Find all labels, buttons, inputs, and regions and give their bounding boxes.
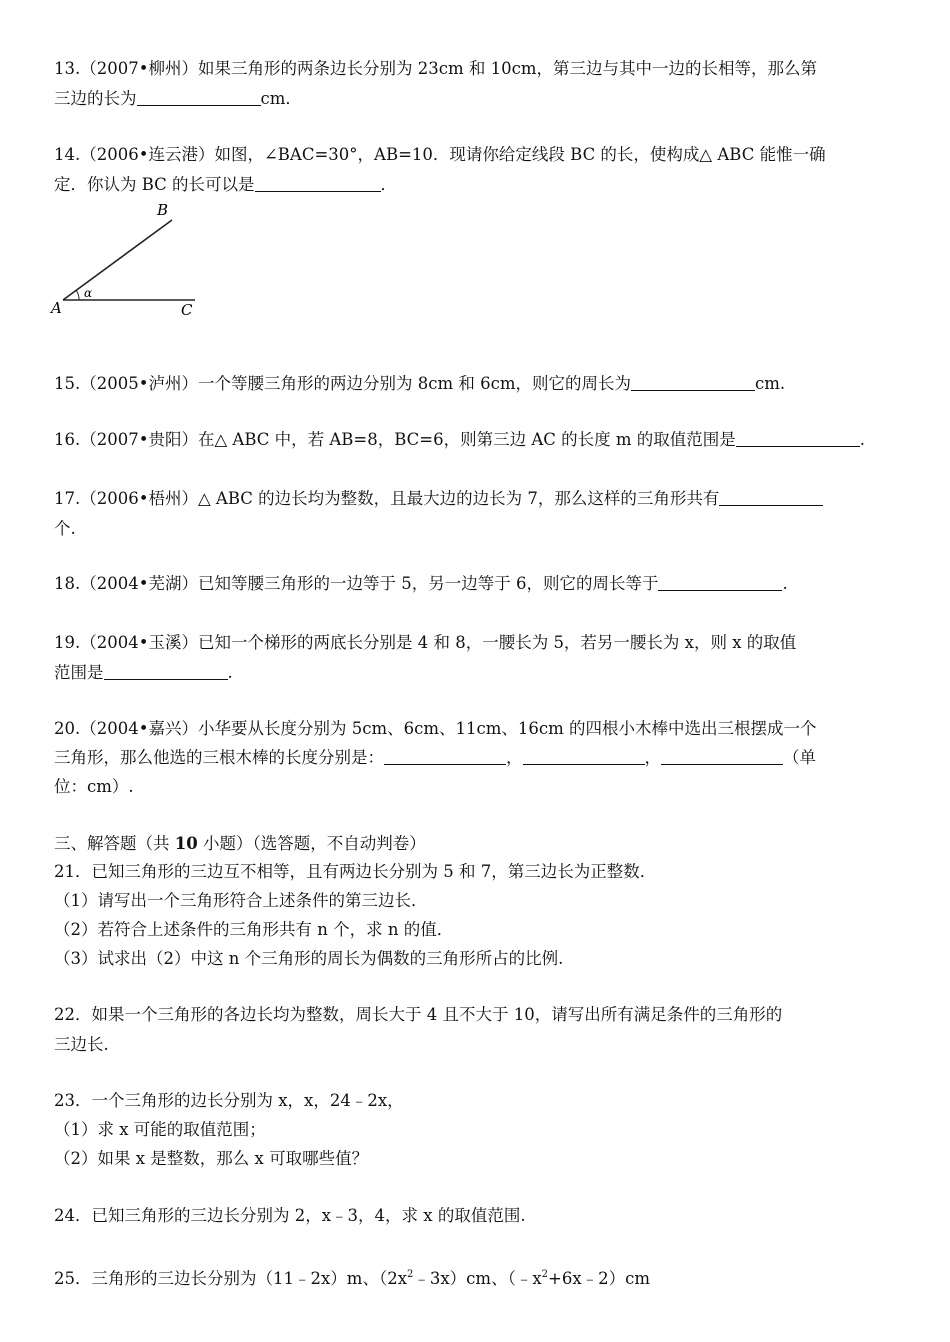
q21-sub1: （1）请写出一个三角形符合上述条件的第三边长． [54,891,428,910]
q14-line2 [54,170,900,200]
q21-sub3: （3）试求出（2）中这 n 个三角形的周长为偶数的三角形所占的比例. [54,949,564,968]
q22-line2: 三边长. [54,1035,109,1054]
q25-part-c: +6x﹣2）cm [548,1269,651,1288]
q25-part-b: ﹣3x）cm、（﹣x [413,1269,542,1288]
q19-line2 [54,658,900,688]
q13-line2 [54,84,900,114]
q16-text: 16.（2007•贵阳）在△ ABC 中，若 AB=8，BC=6，则第三边 AC 的长度 m 的取值范围是 [54,430,736,449]
q20-line1: 20.（2004•嘉兴）小华要从长度分别为 5cm、6cm、11cm、16cm 的四根小木棒中选出三根摆成一个 [54,719,817,738]
q21-stem: 21．已知三角形的三边互不相等，且有两边长分别为 5 和 7，第三边长为正整数． [54,862,657,881]
q17-answer-blank[interactable] [719,487,823,506]
q13-answer-blank[interactable] [137,87,261,106]
q20-line2 [54,743,900,773]
q16 [54,425,900,455]
q23-stem: 23．一个三角形的边长分别为 x，x，24﹣2x， [54,1091,404,1110]
q15-text: 15.（2005•泸州）一个等腰三角形的两边分别为 8cm 和 6cm，则它的周长为 [54,374,631,393]
q19-line2-text: 范围是 [54,663,104,682]
q20-line3: 位：cm）. [54,777,134,796]
q14-answer-blank[interactable] [255,173,381,192]
q25-exp-2: 2 [541,1269,548,1280]
q20-answer-blank-1[interactable] [384,746,506,765]
label-a: A [51,299,62,317]
q18-period: . [782,574,788,593]
q18 [54,569,900,599]
q25 [54,1260,900,1294]
q13-line2-text: 三边的长为 [54,89,137,108]
q19-answer-blank[interactable] [104,661,228,680]
q19-line1: 19.（2004•玉溪）已知一个梯形的两底长分别是 4 和 8，一腰长为 5，若另一腰长为 x，则 x 的取值 [54,633,797,652]
q20-unit-open: （单 [783,748,816,767]
section3-count: 10 [174,834,198,853]
q13-line1: 13.（2007•柳州）如果三角形的两条边长分别为 23cm 和 10cm，第三边与其中一边的长相等，那么第 [54,59,817,78]
q17-line1 [54,484,900,514]
label-b: B [157,201,169,219]
section3-heading [54,829,900,859]
ray-ab [63,220,172,300]
q20-answer-blank-2[interactable] [523,746,645,765]
q15-unit: cm. [754,374,786,393]
section3-pre: 三、解答题（共 [54,834,175,853]
q24: 24．已知三角形的三边长分别为 2，x﹣3，4，求 x 的取值范围. [54,1206,526,1225]
q18-text: 18.（2004•芜湖）已知等腰三角形的一边等于 5，另一边等于 6，则它的周长等于 [54,574,659,593]
q14-line2-text: 定．你认为 BC 的长可以是 [54,175,255,194]
label-alpha: α [84,286,93,300]
q23-sub1: （1）求 x 可能的取值范围； [54,1120,266,1139]
q25-exp-1: 2 [407,1269,414,1280]
q18-answer-blank[interactable] [658,572,782,591]
q15 [54,369,900,399]
q16-period: . [859,430,866,449]
q17-line2: 个. [54,519,76,538]
q15-answer-blank[interactable] [631,372,755,391]
q17-text: 17.（2006•梧州）△ ABC 的边长均为整数，且最大边的边长为 7，那么这样的三角形共有 [54,489,720,508]
angle-figure [40,198,210,323]
q13-unit: cm． [260,89,302,108]
q14-line1: 14.（2006•连云港）如图，∠BAC=30°，AB=10．现请你给定线段 BC 的长，使构成△ ABC 能惟一确 [54,145,826,164]
q20-sep-2: ， [644,748,661,767]
label-c: C [181,301,193,319]
q19-period: . [227,663,233,682]
q14-period: ． [380,175,398,194]
q23-sub2: （2）如果 x 是整数，那么 x 可取哪些值？ [54,1149,369,1168]
angle-arc [76,290,79,300]
q22-line1: 22．如果一个三角形的各边长均为整数，周长大于 4 且不大于 10，请写出所有满足条件的三角形的 [54,1005,783,1024]
section3-post: 小题）（选答题，不自动判卷） [197,834,426,853]
q25-part-a: 25．三角形的三边长分别为（11﹣2x）m、（2x [54,1269,407,1288]
q20-answer-blank-3[interactable] [661,746,783,765]
q21-sub2: （2）若符合上述条件的三角形共有 n 个，求 n 的值． [54,920,454,939]
q16-answer-blank[interactable] [736,428,860,447]
q20-line2-text: 三角形，那么他选的三根木棒的长度分别是： [54,748,384,767]
q20-sep-1: ， [506,748,523,767]
